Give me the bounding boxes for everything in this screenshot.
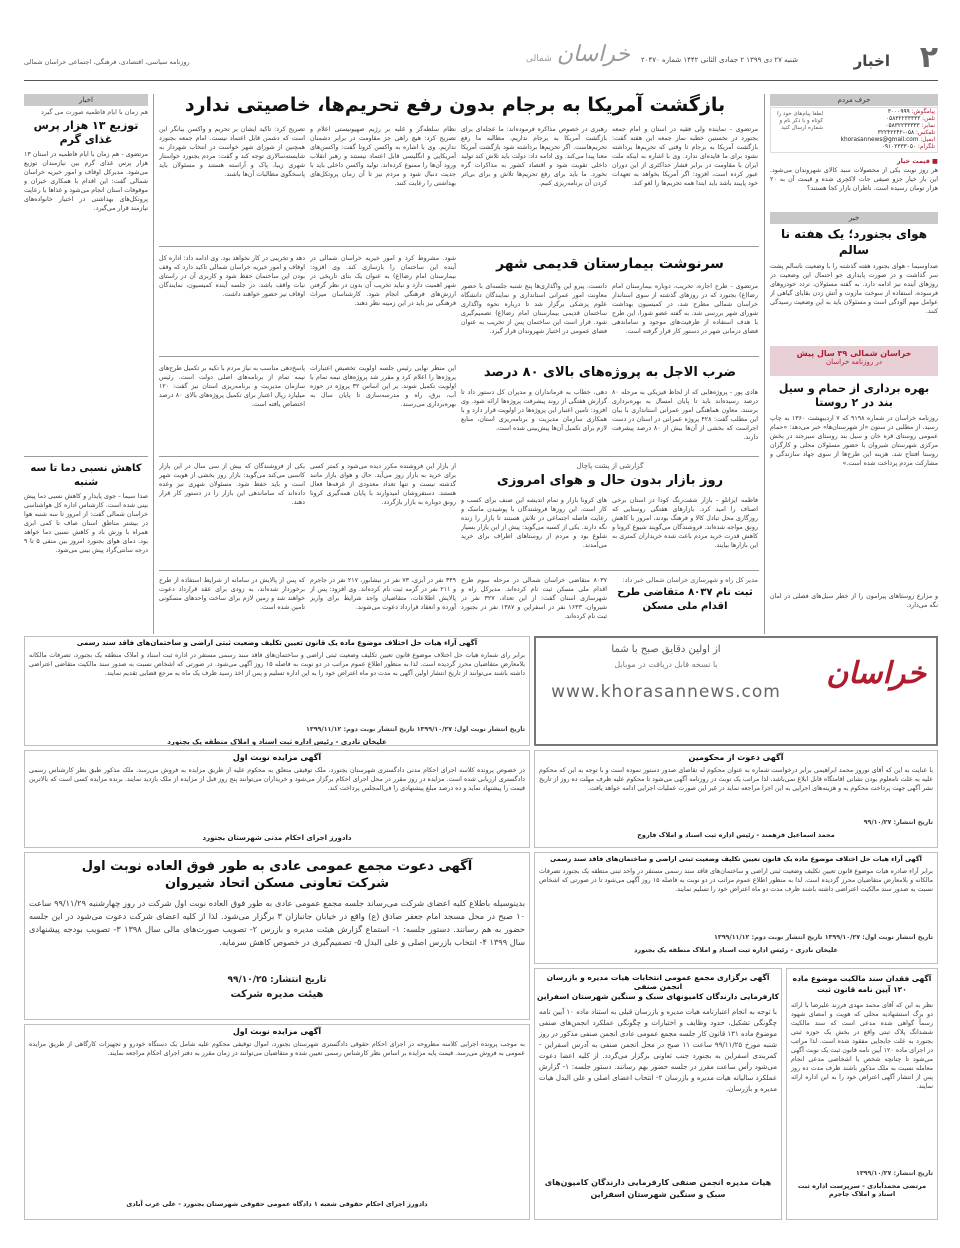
housing-headline: ثبت نام ۸۰۳۷ متقاضی طرح اقدام ملی مسکن [617, 587, 753, 612]
ad-date: تاریخ انتشار نوبت اول: ۱۳۹۹/۱۰/۲۷ تاریخ انتشار نوبت دوم: ۱۳۹۹/۱۱/۱۲ [714, 934, 933, 941]
housing-col-3: که پس از پالایش در سامانه از شرایط استفاده از طرح برخوردار شده‌اند، به زودی برای عقد قرارداد دعوت خواهند شد و زمین لازم برای ساخت واحدهای مسکونی تامین شده است. [159, 577, 305, 611]
contact-item: نمابر: ۰۵۸۳۲۲۳۳۳۳۳ [885, 123, 935, 129]
ad-signature: هیئت مدیره شرکت [230, 989, 324, 1000]
ad-guild-election [534, 968, 782, 1220]
archive-headline: بهره برداری از حمام و سیل بند در ۲ روستا [778, 382, 930, 409]
contact-item: ایمیل: khorasannews@gmail.com [840, 137, 935, 143]
header-tagline: روزنامه سیاسی، اقتصادی، فرهنگی، اجتماعی خراسان شمالی [24, 58, 190, 66]
ad-body: نظر به این که آقای محمد مهدی فرزند علیرضا با ارائه دو برگ استشهادیه محلی که هویت و امضای شهود رسماً گواهی شده مدعی است که سند مالکیت ششدانگ پلاک ثبتی واقع در بخش یک حوزه ثبتی بجنورد به علت جابجایی مفقود شده است. لذا مراتب در اجرای ماده ۱۲۰ آیین نامه قانون ثبت یک نوبت آگهی می‌شود تا چنانچه شخص یا اشخاصی مدعی انجام معامله نسبت به ملک مذکور باشند ظرف مدت ده روز پس از انتشار آگهی اعتراض خود را به این اداره ارائه نمایند. [791, 1002, 933, 1090]
banner-logo: خراسان [826, 656, 926, 691]
hospital-col-4: دهد و تخریبی در کار نخواهد بود. وی ادامه داد: اداره کل اوقاف و امور خیریه خراسان شمالی تاکید دارد که وقف بودن این ساختمان حفظ شود و کاربری آن در راستای نیات واقف باشد. در جلسه آینده کمیسیون، نمایندگان اوقاف نیز حضور خواهند داشت. [159, 255, 305, 298]
ad-title: آگهی فقدان سند مالکیت موضوع ماده ۱۲۰ آیین نامه قانون ثبت [792, 974, 932, 994]
market-col-1: فاطمه ایزانلو - بازار شفت‌رنگ کودا در استان برخی اصناف را امید کرد. بازارهای هفتگی روستایی که روزگاری محل تبادل کالا و فرهنگ بودند، امروز با کاهش رونق مواجه شده‌اند. فروشندگان می‌گویند شیوع کرونا و کاهش قدرت خرید مردم باعث شده خریداران کمتری به این بازارها بیایند. [612, 497, 758, 549]
banner-line-2: با نسخه قابل دریافت در موبایل [614, 660, 718, 669]
projects-headline: ضرب الاجل به پروژه‌های بالای ۸۰ درصد [483, 365, 737, 380]
left-top-headline: توزیع ۱۳ هزار پرس غذای گرم [33, 119, 139, 146]
logo [508, 42, 648, 76]
ad-signature: علیخان نادری - رئیس اداره ثبت اسناد و املاک منطقه یک بجنورد [167, 738, 387, 746]
ad-date: تاریخ انتشار: ۹۹/۱۰/۲۷ [863, 819, 933, 826]
housing-kicker: مدیر کل راه و شهرسازی خراسان شمالی خبر داد: [622, 576, 758, 584]
ad-date: تاریخ انتشار: ۹۹/۱۰/۲۵ [227, 975, 327, 985]
ad-title: آگهی آراء هیات حل اختلاف موضوع ماده یک قانون تعیین تکلیف وضعیت ثبتی اراضی و ساختمان‌های فاقد سند رسمی [550, 855, 922, 863]
main-headline: بازگشت آمریکا به برجام بدون رفع تحریم‌ها، خاصیتی ندارد [184, 94, 726, 116]
hospital-col-1: مرتضوی - طرح اجاره، تخریب، دوباره بیمارستان امام رضا(ع) بجنورد که در روزهای گذشته از سوی استاندار خراسان شمالی مطرح شد، در کمیسیون بهداشت شورای شهر بررسی شد. به گفته عضو شورا، این طرح با هدف استفاده از ظرفیت‌های موجود و ساماندهی فضای درمانی شهر در دستور کار قرار گرفته است. [612, 283, 758, 335]
ad-signature: دادورز اجرای احکام مدنی شهرستان بجنورد [202, 834, 352, 842]
hospital-col-3: شود. مشروط کرد و امور خیریه خراسان شمالی در آینده این ساختمان را بازسازی کند. وی افزود: بیمارستان امام رضا(ع) به عنوان یک بنای تاریخی در شهر اهمیت دارد و نباید تخریب آن بدون در نظر گرفتن ارزش‌های فرهنگی انجام شود. کارشناسان میراث فرهنگی نیز باید در این زمینه نظر دهند. [310, 255, 456, 307]
air-quality-text: صداوسیما - هوای بجنورد هفته گذشته را با وضعیت ناسالم پشت سر گذاشت و در صورت پایداری جو احتمال این وضعیت در روزهای آینده نیز ادامه دارد. به گفته مسئولان، تردد خودروهای فرسوده، استفاده از سوخت مازوت و آتش زدن بقایای گیاهی از عوامل مهم آلودگی است و مسئولان باید به این وضعیت رسیدگی کنند. [770, 263, 938, 315]
housing-col-1: ۸۰۳۷ متقاضی خراسان شمالی در مرحله سوم طرح اقدام ملی مسکن ثبت نام کرده‌اند. مدیرکل راه و شهرسازی استان گفت: از این تعداد، ۳۲۷ نفر در شیروان، ۱۶۳۳ نفر در اسفراین و ۱۳۸۷ نفر در بجنورد ثبت نام کرده‌اند. [461, 577, 607, 620]
ad-title-line-1: آگهی برگزاری مجمع عمومی انتخابات هیات مدیره و بازرسان انجمن صنفی [546, 973, 770, 991]
banner-line-1: از اولین دقایق صبح با شما [611, 644, 721, 655]
main-col-2: رهبری در خصوص مذاکره فرموده‌اند: ما عجله‌ای برای بازگشت آمریکا به برجام نداریم، مطالبه ما رفع تحریم‌هاست. اگر تحریم‌ها برداشته شود بازگشت آمریکا معنا پیدا می‌کند. وی ادامه داد: دولت باید تلاش کند تولید داخلی تقویت شود و اقتصاد کشور به مذاکرات گره نخورد. ما باید برای رفع تحریم‌ها تلاش و برای بی‌اثر کردن آن برنامه‌ریزی کنیم. [461, 126, 607, 187]
ad-ownership-ruling-1 [24, 636, 530, 746]
housing-col-2: ۳۴۹ نفر در آبزی، ۷۳ نفر در نیشابور، ۲۱۷ نفر در جاجرم و ۲۱۱ نفر در گرمه ثبت نام کرده‌اند. وی افزود: پس از پالایش اطلاعات، متقاضیان واجد شرایط برای واریز آورده و انعقاد قرارداد دعوت می‌شوند. [310, 577, 456, 611]
air-quality-headline: هوای بجنورد؛ یک هفته نا سالم [780, 227, 928, 257]
contact-item: تلفن: ۰۵۸۳۲۲۳۳۳۳۳ [886, 116, 935, 122]
archive-text: روزنامه خراسان در شماره ۹۱۹۸ که ۷ اردیبهشت ۱۳۶۰ به چاپ رسید، از مطلبی در ستون «از شهرستان‌ها» خبر می‌دهد: «حمام عمومی روستای قره خان و سیل بند روستای سیرجند در بخش مرکزی شهرستان شیروان با حضور مسئولان محلی و کارگران روستا افتتاح شد. هزینه این طرح‌ها از سوی جهاد سازندگی و مشارکت مردم پرداخت شده است.» [770, 415, 938, 467]
ad-title-line-2: کارفرمایی دارندگان کامیونهای سبک و سنگین شهرستان اسفراین [537, 992, 779, 1001]
price-brief [770, 157, 938, 211]
contact-item: تلگرام: ۰۹۱۰۲۳۳۳۰۵۰ [881, 144, 935, 150]
projects-col-1: هادی پور - پروژه‌هایی که از لحاظ فیزیکی به مرحله ۸۰ درصد رسیده‌اند باید تا پایان امسال به بهره‌برداری برسند. معاون هماهنگی امور عمرانی استانداری با بیان این مطلب گفت: ۴۲۸ پروژه عمرانی در استان در دست اجراست که بخشی از آن‌ها بیش از ۸۰ درصد پیشرفت دارند. [612, 389, 758, 441]
ad-signature: مرتضی محمدآبادی - سرپرست اداره ثبت اسناد و املاک جاجرم [797, 1182, 927, 1198]
market-headline: روز بازار بدون حال و هوای امروزی [496, 473, 724, 488]
ad-debtor-summons [534, 750, 938, 848]
ad-body: به موجب پرونده اجرایی کلاسه مطروحه در اجرای احکام حقوقی دادگستری شهرستان بجنورد، اموال توقیفی محکوم علیه شامل یک دستگاه خودرو و تجهیزات کارگاهی از طریق مزایده عمومی به فروش می‌رسد. قیمت پایه مزایده بر اساس نظر کارشناس رسمی تعیین شده و متقاضیان می‌توانند در زمان مقرر به دفتر اجرای احکام مراجعه نمایند. [29, 1041, 525, 1057]
left-bottom-text: صدا سیما - جوی پایدار و کاهش نسبی دما پیش بینی شده است. کارشناس اداره کل هواشناسی خراسان شمالی گفت: از امروز تا سه شنبه هوا در بیشتر مناطق استان صاف تا کمی ابری همراه با وزش باد و کاهش نسبی دما خواهد بود. دمای هوای بجنورد امروز بین منفی ۵ تا ۹ درجه سانتی‌گراد پیش بینی می‌شود. [24, 493, 148, 554]
banner-url[interactable]: www.khorasannews.com [551, 682, 781, 702]
market-col-4: یکی از فروشندگان که بیش از سی سال در این بازار کاسبی می‌کند می‌گوید: بازار روز بخشی از هویت شهر است و باید حفظ شود. مسئولان شهری نیز وعده داده‌اند که ساماندهی این بازار را در دستور کار قرار دهند. [159, 463, 305, 506]
left-top-kicker: هم زمان با ایام فاطمیه صورت می گیرد [40, 108, 148, 116]
contact-item: پیامگوش: ۳۰۰۰۹۹۹ [887, 109, 935, 115]
reader-voice-tag: حرف مردم [770, 94, 938, 106]
ad-lost-deed [786, 968, 938, 1220]
hospital-col-2: دانست. پیرو این واگذاری‌ها پنج شنبه جلسه‌ای با حضور معاونت امور عمرانی استانداری و نمایندگان دانشگاه علوم پزشکی برگزار شد تا درباره نحوه واگذاری ساختمان قدیمی بیمارستان امام رضا(ع) تصمیم‌گیری شود. قرار است این ساختمان پس از تخریب به عنوان فضای عمومی در اختیار شهروندان قرار گیرد. [461, 283, 607, 335]
ad-date: تاریخ انتشار: ۱۳۹۹/۱۰/۲۷ [855, 1170, 933, 1177]
section-name: اخبار [853, 52, 890, 70]
left-top-text: مرتضوی - هم زمان با ایام فاطمیه در استان ۱۳ هزار پرس غذای گرم بین نیازمندان توزیع می‌شود. مدیرکل اوقاف و امور خیریه خراسان شمالی گفت: این اقدام با همکاری خیران و موقوفات استان انجام می‌شود و غذاها با رعایت پروتکل‌های بهداشتی در اختیار خانواده‌های نیازمند قرار می‌گیرد. [24, 151, 148, 212]
logo-text: خراسان [556, 42, 630, 67]
ad-title-line-1: آگهی دعوت مجمع عمومی عادی به طور فوق العاده نوبت اول [81, 859, 473, 874]
ad-title-line-2: شرکت تعاونی مسکن اتحاد شیروان [164, 876, 390, 891]
ad-body: با توجه به انجام اعتبارنامه هیات مدیره و بازرسان قبلی به استناد ماده ۱۰ آیین نامه چگونگی تشکیل، حدود وظایف و اختیارات و چگونگی عملکرد انجمن‌های صنفی موضوع ماده ۱۳۱ قانون کار جلسه مجمع عمومی عادی انجمن صنفی مذکور در روز شنبه مورخ ۹۹/۱۱/۲۵ ساعت ۱۱ صبح در محل انجمن صنفی به آدرس اسفراین - کمربندی اسفراین به بجنورد جنب تعاونی برگزار می‌گردد. از کلیه اعضا دعوت می‌شود رأس ساعت مقرر در جلسه حضور بهم رسانند. دستور جلسه: ۱- گزارش عملکرد سالیانه هیات مدیره و بازرسان ۲- انتخاب اعضای اصلی و علی البدل هیات مدیره و بازرسان. [539, 1008, 778, 1093]
ad-body: برابر آراء صادره هیات موضوع قانون تعیین تکلیف وضعیت ثبتی اراضی و ساختمان‌های فاقد سند رسمی مستقر در واحد ثبتی منطقه یک بجنورد تصرفات مالکانه و بلامعارض متقاضیان محرز گردیده است. لذا به منظور اطلاع عموم مراتب در دو نوبت به فاصله ۱۵ روز آگهی می‌شود تا در صورتی که اشخاص نسبت به صدور سند مالکیت اعتراضی داشته باشند ظرف مدت دو ماه اعتراض خود را تسلیم نمایند. [539, 868, 933, 893]
page-number: ۲ [919, 40, 938, 75]
ad-body: بدینوسیله باطلاع کلیه اعضای شرکت می‌رساند جلسه مجمع عمومی عادی به طور فوق العاده نوبت اول شرکت در روز چهارشنبه ۹۹/۱۱/۲۹ ساعت ۱۰ صبح در محل مسجد امام جعفر صادق (ع) واقع در خیابان جانبازان ۳ برگزار می‌شود. لذا از کلیه اعضای شرکت دعوت می‌شود در این جلسه حضور به هم رسانند. دستور جلسه: ۱- استماع گزارش هیئت مدیره و بازرس ۲- تصویب صورت‌های مالی سال ۱۳۹۸ ۳- تصویب بودجه پیشنهادی سال ۱۳۹۹ ۴- انتخاب بازرس اصلی و علی البدل ۵- تصمیم‌گیری در خصوص کاهش سرمایه. [29, 898, 525, 947]
ad-general-meeting [24, 852, 530, 1020]
projects-col-3: این منظر نهایی رئیس جلسه اولویت تخصیص اعتبارات پروژه‌ها را اعلام کرد و مقرر شد پروژه‌های نیمه تمام با اولویت تکمیل شوند. بر این اساس ۳۲ پروژه در حوزه آب، برق، راه و مدرسه‌سازی تا پایان سال به بهره‌برداری می‌رسند. [310, 365, 456, 408]
archive-box [770, 346, 938, 376]
date-line: شنبه ۲۷ دی ۱۳۹۹ ۲ جمادی الثانی ۱۴۴۲ شماره ۲۰۴۷۰ [641, 56, 798, 64]
main-col-4: تصریح کرد: تاکید ایشان بر تحریم و واکسن بیانگر این است که دشمن قابل اعتماد نیست. امام جمعه بجنورد همچنین از شورای شهر خواست در انتخاب شهردار به شایسته‌سالاری توجه کند و گفت: مردم بجنورد خواستار شهری زیبا، پاک و آراسته هستند و مسئولان باید پاسخگوی مطالبات آن‌ها باشند. [159, 126, 305, 178]
contact-list [825, 109, 935, 151]
ad-date: تاریخ انتشار نوبت اول: ۱۳۹۹/۱۰/۲۷ تاریخ انتشار نوبت دوم: ۱۳۹۹/۱۱/۱۲ [306, 726, 525, 733]
ad-ownership-ruling-2 [534, 852, 938, 964]
archive-footer: و مزارع روستاهای پیرامون را از خطر سیل‌های فصلی در امان نگه می‌دارد. [770, 593, 938, 609]
ad-body: برابر رای شماره هیات حل اختلاف موضوع قانون تعیین تکلیف وضعیت ثبتی اراضی و ساختمان‌های فاقد سند رسمی مستقر در اداره ثبت اسناد و املاک منطقه یک بجنورد، تصرفات مالکانه بلامعارض متقاضیان محرز گردیده است. لذا به منظور اطلاع عموم مراتب در دو نوبت به فاصله ۱۵ روز آگهی می‌شود. در صورتی که اشخاص نسبت به صدور سند مالکیت متقاضی اعتراضی داشته باشند می‌توانند از تاریخ انتشار اولین آگهی به مدت دو ماه اعتراض خود را به این اداره تسلیم و پس از اخذ رسید ظرف یک ماه به مرجع قضایی تقدیم نمایند. [29, 652, 525, 677]
ad-title: آگهی مزایده نوبت اول [232, 1027, 322, 1036]
ad-auction-2 [24, 1024, 530, 1220]
projects-col-4: پاسخ‌دهی مناسب به نیاز مردم با تکیه بر تکمیل طرح‌های نیمه تمام از برنامه‌های اصلی دولت است. رئیس سازمان مدیریت و برنامه‌ریزی استان نیز گفت: ۱۲۰ میلیارد ریال اعتبار برای تکمیل پروژه‌های بالای ۸۰ درصد اختصاص یافته است. [159, 365, 305, 408]
hospital-headline: سرنوشت بیمارستان قدیمی شهر [496, 256, 724, 272]
market-col-2: های کرونا بازار و تمام اندیشه این صنف برای کسب و کار است. این روزها فروشندگان با پوشیدن ماسک و رعایت فاصله اجتماعی در تلاش هستند تا بازار را زنده نگه دارند. یکی از کسبه می‌گوید: پیش از این بازار بسیار شلوغ بود و مردم از روستاهای اطراف برای خرید می‌آمدند. [461, 497, 607, 549]
main-col-3: نظام سلطه‌گر و غلبه بر رژیم صهیونیستی اعلام و تصریح کرد: هیچ راهی جز مقاومت در برابر دشمنان نداریم. وی با اشاره به واکسن کرونا گفت: واکسن‌های آمریکایی و انگلیسی قابل اعتماد نیستند و رهبر انقلاب ورود آن‌ها را ممنوع کرده‌اند. تولید واکسن داخلی باید با جدیت دنبال شود و مردم نیز تا آن زمان پروتکل‌های بهداشتی را رعایت کنند. [310, 126, 456, 187]
website-banner[interactable] [534, 636, 938, 746]
ad-title: آگهی مزایده نوبت اول [232, 753, 322, 762]
contact-item: تلفکس: ۰۵۸-۳۲۲۴۲۲۴۲ [877, 130, 935, 136]
ad-body: با عنایت به این که آقای نوروز محمد ابراهیمی برابر درخواست شماره به عنوان محکوم له تقاضای صدور دستور نموده است و با توجه به این که محکوم علیه به علت نامعلوم بودن نشانی اقامتگاه قابل ابلاغ نمی‌باشد، لذا مراتب یک نوبت در روزنامه آگهی می‌شود تا محکوم علیه ظرف مهلت ده روز از تاریخ نشر آگهی جهت پرداخت محکوم به و هزینه‌های اجرایی به این اجرا مراجعه نماید در غیر این صورت عملیات اجرایی ادامه خواهد یافت. [539, 767, 933, 792]
contact-note: لطفا پیام‌های خود را کوتاه و با ذکر نام و شماره ارسال کنید [777, 111, 823, 131]
main-col-1: مرتضوی - نماینده ولی فقیه در استان و امام جمعه بجنورد در نخستین خطبه نماز جمعه این هفته گفت: بازگشت آمریکا به برجام تا وقتی که تحریم‌ها برداشته نشود برای ما فایده‌ای ندارد. وی با اشاره به اینکه ملت ایران با مقاومت در برابر فشار حداکثری از این دوران عبور کرده است، افزود: اگر آمریکا بخواهد به تعهدات خود پایبند باشد باید ابتدا همه تحریم‌ها را لغو کند. [612, 126, 758, 187]
market-col-3: از بازار این فروشنده مکرر دیده می‌شود و کمتر کسی برای خرید به بازار روز می‌آید. حال و هوای بازار مانند گذشته نیست و تنها تعداد معدودی از غرفه‌ها فعال هستند. دستفروشان امیدوارند با پایان همه‌گیری کرونا رونق دوباره به بازار بازگردد. [310, 463, 456, 506]
ad-auction-1 [24, 750, 530, 848]
market-kicker: گزارشی از پشت پاچال [576, 462, 644, 470]
ad-signature: محمد اسماعیل فرهمند - رئیس اداره ثبت اسناد و املاک فاروج [637, 831, 835, 839]
left-bottom-headline: کاهش نسبی دما تا سه شنبه [30, 463, 142, 488]
ad-title: آگهی آراء هیات حل اختلاف موضوع ماده یک قانون تعیین تکلیف وضعیت ثبتی اراضی و ساختمان‌های فاقد سند رسمی [76, 639, 478, 647]
price-text: هر روز نوبت یکی از محصولات سبد کالای شهروندان می‌شود. این بار خیار جزو صیفی جات لاکچری شده و قیمت آن به ۲۰ هزار تومان رسیده است. ناظران بازار کجا هستند؟ [770, 167, 938, 192]
ad-body: در خصوص پرونده کلاسه اجرای احکام مدنی دادگستری شهرستان بجنورد، ملک توقیفی متعلق به محکوم علیه از طریق مزایده به فروش می‌رسد. ملک مذکور طبق نظر کارشناس رسمی دادگستری ارزیابی شده است. مزایده در روز مقرر در محل اجرای احکام برگزار می‌شود و خریداران می‌توانند پنج روز قبل از مزایده از ملک بازدید نمایند. برنده مزایده کسی است که بالاترین قیمت را پیشنهاد نماید و ده درصد مبلغ پیشنهادی را فی‌المجلس پرداخت کند. [29, 767, 525, 792]
ad-signature: دادورز اجرای احکام حقوقی شعبه ۱ دادگاه عمومی حقوقی شهرستان بجنورد - علی عرب آبادی [126, 1200, 428, 1208]
news-tag: خبر [770, 212, 938, 224]
logo-sub: شمالی [526, 54, 552, 64]
contact-box [770, 107, 938, 153]
price-title: ■ قیمت خیار [896, 158, 938, 165]
page-header [24, 40, 938, 80]
archive-box-sub: در روزنامه خراسان [826, 358, 882, 366]
projects-col-2: دهی، خطاب به فرمانداران و مدیران کل دستور داد تا گزارش هفتگی از روند پیشرفت پروژه‌ها ارائه شود. وی افزود: تامین اعتبار این پروژه‌ها در اولویت قرار دارد و با همکاری سازمان مدیریت و برنامه‌ریزی استان، منابع لازم برای تکمیل آن‌ها پیش‌بینی شده است. [461, 389, 607, 432]
left-news-tag: اخبار [24, 94, 148, 106]
archive-box-title: خراسان شمالی ۳۹ سال پیش [796, 349, 912, 358]
ad-signature: علیخان نادری - رئیس اداره ثبت اسناد و املاک منطقه یک بجنورد [634, 946, 838, 954]
ad-signature: هیات مدیره انجمن صنفی کارفرمایی دارندگان کامیون‌های سبک و سنگین شهرستان اسفراین [544, 1178, 772, 1199]
ad-title: آگهی دعوت از محکومین [688, 753, 784, 762]
